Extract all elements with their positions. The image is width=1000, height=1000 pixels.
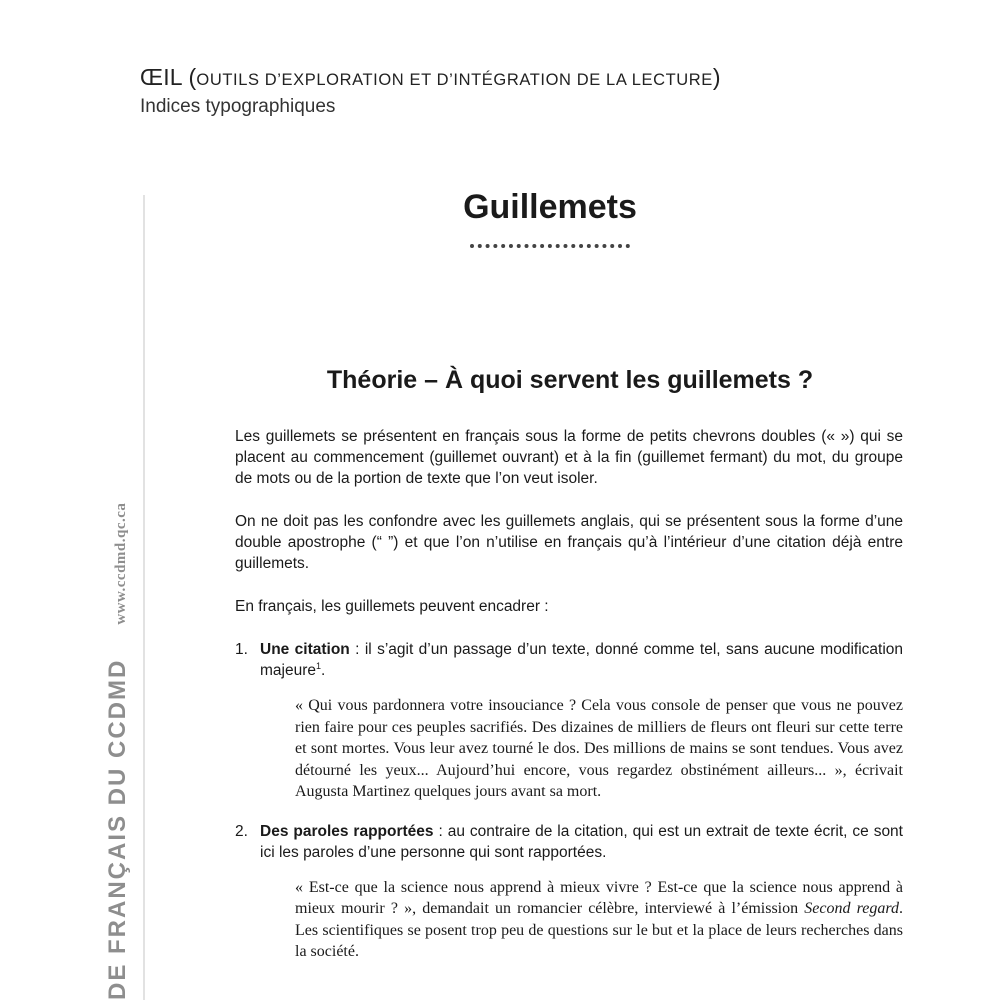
section-title: Théorie – À quoi servent les guillemets ?	[326, 366, 814, 394]
page-title: Guillemets	[463, 188, 637, 226]
example-text: « Est-ce que la science nous apprend à mieux vivre ? Est-ce que la science nous apprend à mieux mourir ? », demandait un romancier célèbre, interviewé à l’émission	[295, 878, 903, 917]
list-term: Une citation	[260, 641, 350, 658]
side-branding	[104, 480, 132, 1000]
list-text: : il s’agit d’un passage d’un texte, donné comme tel, sans aucune modification majeure	[260, 641, 904, 679]
side-rule	[143, 195, 145, 1000]
list-term: Des paroles rapportées	[260, 822, 434, 840]
header-subtitle: Indices typographiques	[140, 96, 336, 117]
header-title-smallcaps: OUTILS D’EXPLORATION ET D’INTÉGRATION DE LA LECTURE	[196, 71, 713, 89]
main-content	[235, 426, 903, 981]
document-header	[140, 62, 721, 119]
paragraph: Les guillemets se présentent en français sous la forme de petits chevrons doubles (« ») qui se placent au commencement (guillemet ouvrant) et à la fin (guillemet fermant) du mot, du groupe de mots ou de la portion de texte que l’on veut isoler.	[235, 428, 903, 487]
header-title-suffix: )	[712, 64, 721, 90]
list-number: 1.	[235, 641, 248, 658]
paragraph: En français, les guillemets peuvent encadrer :	[235, 598, 549, 615]
list-text: : au contraire de la citation, qui est un extrait de texte écrit, ce sont ici les paroles d’une personne qui sont rapportées.	[260, 822, 903, 861]
example-quote	[295, 877, 903, 963]
side-org-name: DE FRANÇAIS DU CCDMD	[104, 658, 131, 1000]
footnote-marker: 1	[316, 660, 322, 671]
header-title-prefix: ŒIL (	[140, 64, 197, 90]
paragraph: On ne doit pas les confondre avec les guillemets anglais, qui se présentent sous la forme d’une double apostrophe (“ ”) et que l’on n’utilise en français qu’à l’intérieur d’une citation déjà entre guillemets.	[235, 513, 903, 572]
side-url: www.ccdmd.qc.ca	[113, 502, 129, 625]
example-quote: « Qui vous pardonnera votre insouciance ? Cela vous console de penser que vous ne pouvez rien faire pour ces peuples sacrifiés. Des dizaines de milliers de fleurs ont fleuri sur cette terre et sont mortes. Vous leur avez tourné le dos. Des millions de mains se sont tendues. Vous avez détourné les yeux... Aujourd’hui encore, vous regardez obstinément ailleurs... », écrivait Augusta Martinez quelques jours avant sa mort.	[295, 697, 903, 800]
title-dotted-rule	[470, 244, 630, 248]
example-italic-title: Second regard	[804, 900, 899, 917]
list-item	[235, 821, 903, 863]
example-text-end: . Les scientifiques se posent trop peu de questions sur le but et la place de leurs recherches dans la société.	[295, 900, 903, 960]
list-number: 2.	[235, 822, 248, 840]
list-text-end: .	[321, 662, 326, 679]
header-title	[140, 62, 721, 95]
list-item	[235, 639, 903, 681]
